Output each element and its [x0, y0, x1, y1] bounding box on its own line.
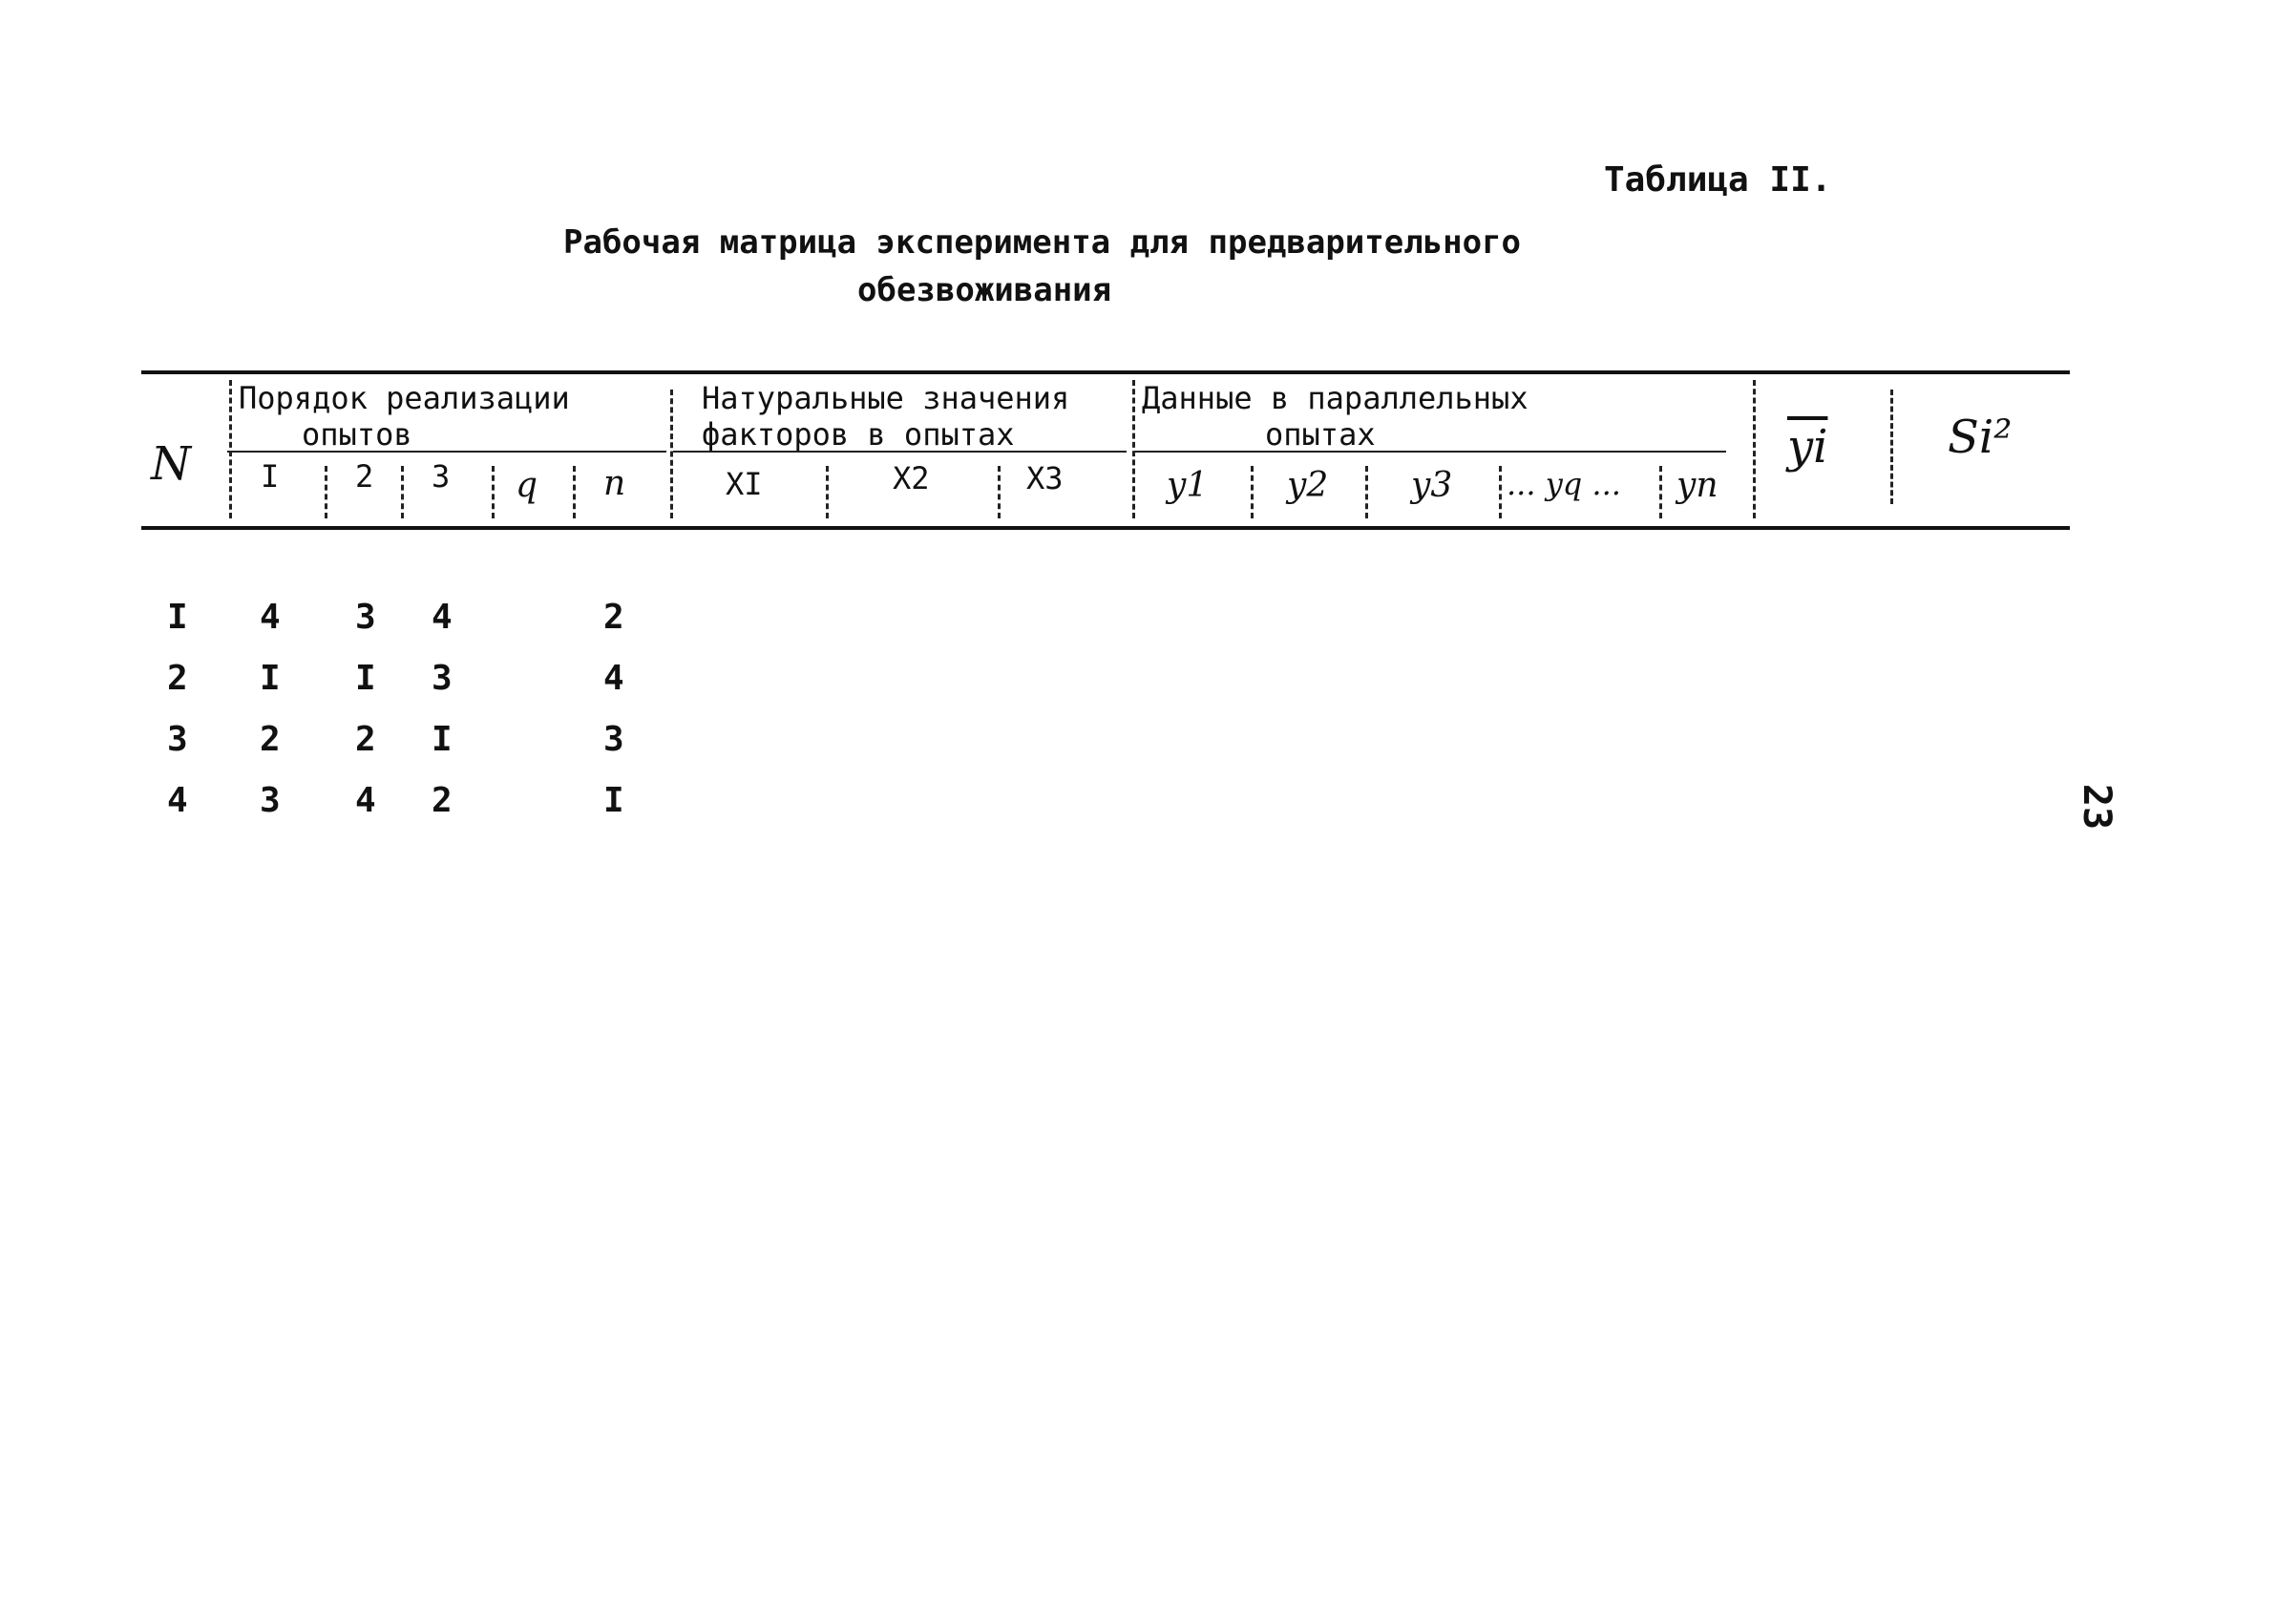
row-1-order-n: 2	[603, 598, 624, 637]
header-factors-sub-x1: XI	[726, 466, 763, 502]
row-3-n: 3	[167, 720, 188, 759]
col-sep	[1251, 466, 1254, 518]
col-sep	[229, 380, 232, 518]
header-n: N	[151, 437, 191, 491]
group-divider-data	[1134, 451, 1726, 453]
header-order-line-1: Порядок реализации	[239, 380, 570, 416]
col-sep	[1753, 380, 1756, 518]
row-2-order-3: 3	[432, 659, 453, 698]
row-3-order-2: 2	[355, 720, 376, 759]
row-3-order-1: 2	[260, 720, 281, 759]
row-1-order-2: 3	[355, 598, 376, 637]
header-order-sub-1: I	[261, 458, 280, 495]
col-sep	[1659, 466, 1662, 518]
row-3-order-n: 3	[603, 720, 624, 759]
row-2-order-1: I	[260, 659, 281, 698]
table-label: Таблица II.	[1604, 160, 1832, 200]
row-2-order-2: I	[355, 659, 376, 698]
col-sep	[670, 390, 673, 518]
col-sep	[325, 466, 327, 518]
col-sep	[826, 466, 829, 518]
row-3-order-3: I	[432, 720, 453, 759]
row-1-order-3: 4	[432, 598, 453, 637]
table-title-line-2: обезвоживания	[857, 271, 1112, 309]
row-4-order-2: 4	[355, 781, 376, 820]
row-1-order-1: 4	[260, 598, 281, 637]
col-sep	[492, 466, 495, 518]
header-order-sub-n: n	[603, 464, 626, 503]
row-4-order-n: I	[603, 781, 624, 820]
header-data-line-2: опытах	[1265, 416, 1376, 453]
col-sep	[401, 466, 404, 518]
header-data-sub-yq: ... yq ...	[1507, 466, 1621, 502]
header-order-sub-2: 2	[355, 458, 374, 495]
row-2-order-n: 4	[603, 659, 624, 698]
row-2-n: 2	[167, 659, 188, 698]
header-factors-line-1: Натуральные значения	[702, 380, 1070, 416]
col-sep	[1499, 466, 1502, 518]
row-4-n: 4	[167, 781, 188, 820]
col-sep	[573, 466, 576, 518]
header-data-sub-yn: yn	[1676, 466, 1718, 505]
row-4-order-1: 3	[260, 781, 281, 820]
col-sep	[1365, 466, 1368, 518]
col-sep	[1890, 390, 1893, 504]
table-top-rule	[141, 370, 2070, 374]
row-1-n: I	[167, 598, 188, 637]
header-factors-line-2: факторов в опытах	[702, 416, 1015, 453]
header-order-line-2: опытов	[302, 416, 412, 453]
col-sep	[1132, 380, 1135, 518]
header-y-mean: $\overline{yi}$	[1787, 420, 1828, 474]
header-data-sub-y1: y1	[1167, 466, 1209, 505]
col-sep	[998, 466, 1001, 518]
group-divider-order	[227, 451, 666, 453]
table-header-bottom-rule	[141, 526, 2070, 530]
header-data-sub-y2: y2	[1287, 466, 1329, 505]
header-factors-sub-x2: X2	[893, 460, 930, 496]
row-4-order-3: 2	[432, 781, 453, 820]
header-s-squared: Si²	[1948, 411, 2013, 464]
header-order-sub-q: q	[516, 466, 538, 505]
header-factors-sub-x3: X3	[1026, 460, 1064, 496]
table-title-line-1: Рабочая матрица эксперимента для предварительного	[563, 223, 1522, 262]
header-order-sub-3: 3	[432, 458, 451, 495]
page-number: 23	[2075, 783, 2119, 831]
header-data-sub-y3: y3	[1411, 466, 1453, 505]
header-data-line-1: Данные в параллельных	[1142, 380, 1529, 416]
